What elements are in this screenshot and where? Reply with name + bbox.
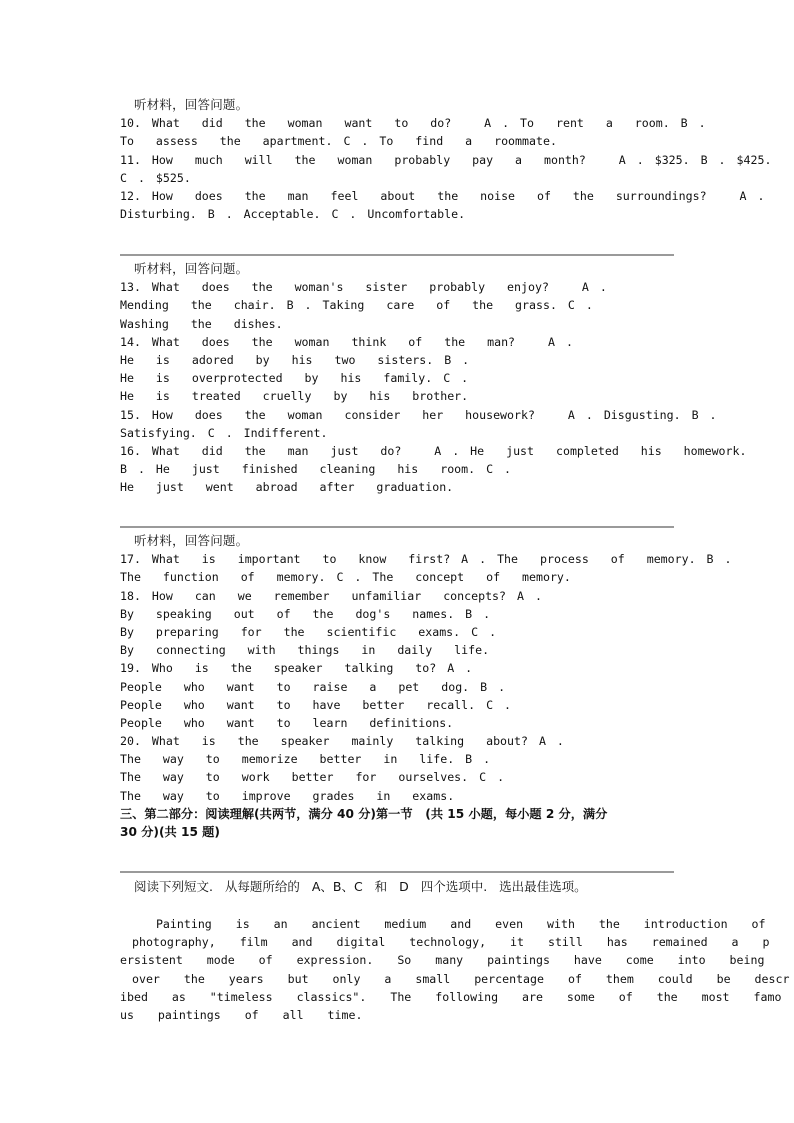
- passage-line: Painting is an ancient medium and even with the introduction of: [120, 917, 766, 931]
- passage-line: over the years but only a small percentage of them could be descr: [120, 971, 790, 986]
- question-line: He just went abroad after graduation.: [120, 480, 454, 495]
- question-line: The function of memory. C . The concept of memory.: [120, 570, 571, 585]
- section-three-heading: 三、第二部分：阅读理解(共两节，满分 40 分)第一节 (共 15 小题，每小题 2 分，满分: [120, 806, 608, 821]
- question-line: By speaking out of the dog's names. B .: [120, 606, 491, 621]
- reading-instruction: 阅读下列短文. 从每题所给的 A、B、C 和 D 四个选项中. 选出最佳选项。: [134, 879, 587, 894]
- section-three-heading: 30 分)(共 15 题): [120, 825, 220, 839]
- listening-group-1: [120, 96, 772, 223]
- question-line: 20. What is the speaker mainly talking about? A .: [120, 734, 564, 749]
- question-line: He is adored by his two sisters. B .: [120, 352, 470, 367]
- passage-line: ersistent mode of expression. So many paintings have come into being: [120, 953, 765, 968]
- question-line: C . $525.: [120, 170, 191, 185]
- question-line: Mending the chair. B . Taking care of the grass. C .: [120, 298, 593, 313]
- question-line: The way to memorize better in life. B .: [120, 752, 491, 767]
- passage-line: us paintings of all time.: [120, 1007, 363, 1022]
- question-line: 16. What did the man just do? A . He just completed his homework.: [120, 443, 747, 458]
- reading-section: [120, 878, 676, 896]
- question-line: Disturbing. B . Acceptable. C . Uncomfortable.: [120, 207, 466, 222]
- question-line: 18. How can we remember unfamiliar concepts? A .: [120, 588, 542, 603]
- listening-heading: 听材料，回答问题。: [134, 261, 249, 276]
- question-line: People who want to have better recall. C .: [120, 697, 512, 712]
- question-line: 14. What does the woman think of the man? A .: [120, 334, 573, 349]
- question-line: 17. What is important to know first? A . The process of memory. B .: [120, 552, 732, 567]
- listening-group-2: [120, 260, 747, 496]
- question-line: Satisfying. C . Indifferent.: [120, 425, 328, 440]
- question-line: 10. What did the woman want to do? A . To rent a room. B .: [120, 116, 706, 131]
- divider-line: [120, 254, 674, 256]
- question-line: People who want to learn definitions.: [120, 715, 454, 730]
- passage-line: photography, film and digital technology, it still has remained a p: [120, 935, 770, 950]
- question-line: 11. How much will the woman probably pay a month? A . $325. B . $425.: [120, 152, 772, 167]
- question-line: He is treated cruelly by his brother.: [120, 389, 469, 404]
- divider-line: [120, 526, 674, 528]
- question-line: The way to improve grades in exams.: [120, 788, 455, 803]
- question-line: 19. Who is the speaker talking to? A .: [120, 661, 473, 676]
- listening-group-3: [120, 532, 732, 841]
- question-line: 12. How does the man feel about the noise of the surroundings? A .: [120, 188, 765, 203]
- passage-line: ibed as "timeless classics". The following are some of the most famo: [120, 989, 782, 1004]
- question-line: 13. What does the woman's sister probably enjoy? A .: [120, 280, 607, 295]
- question-line: Washing the dishes.: [120, 316, 283, 331]
- question-line: 15. How does the woman consider her housework? A . Disgusting. B .: [120, 407, 717, 422]
- reading-passage: [120, 915, 790, 1024]
- listening-heading: 听材料，回答问题。: [134, 533, 249, 548]
- question-line: By preparing for the scientific exams. C .: [120, 624, 497, 639]
- question-line: By connecting with things in daily life.: [120, 643, 490, 658]
- question-line: To assess the apartment. C . To find a roommate.: [120, 134, 557, 149]
- divider-line: [120, 871, 674, 873]
- listening-heading: 听材料，回答问题。: [134, 97, 249, 112]
- question-line: People who want to raise a pet dog. B .: [120, 679, 506, 694]
- question-line: The way to work better for ourselves. C .: [120, 770, 505, 785]
- question-line: B . He just finished cleaning his room. C .: [120, 462, 512, 477]
- question-line: He is overprotected by his family. C .: [120, 371, 469, 386]
